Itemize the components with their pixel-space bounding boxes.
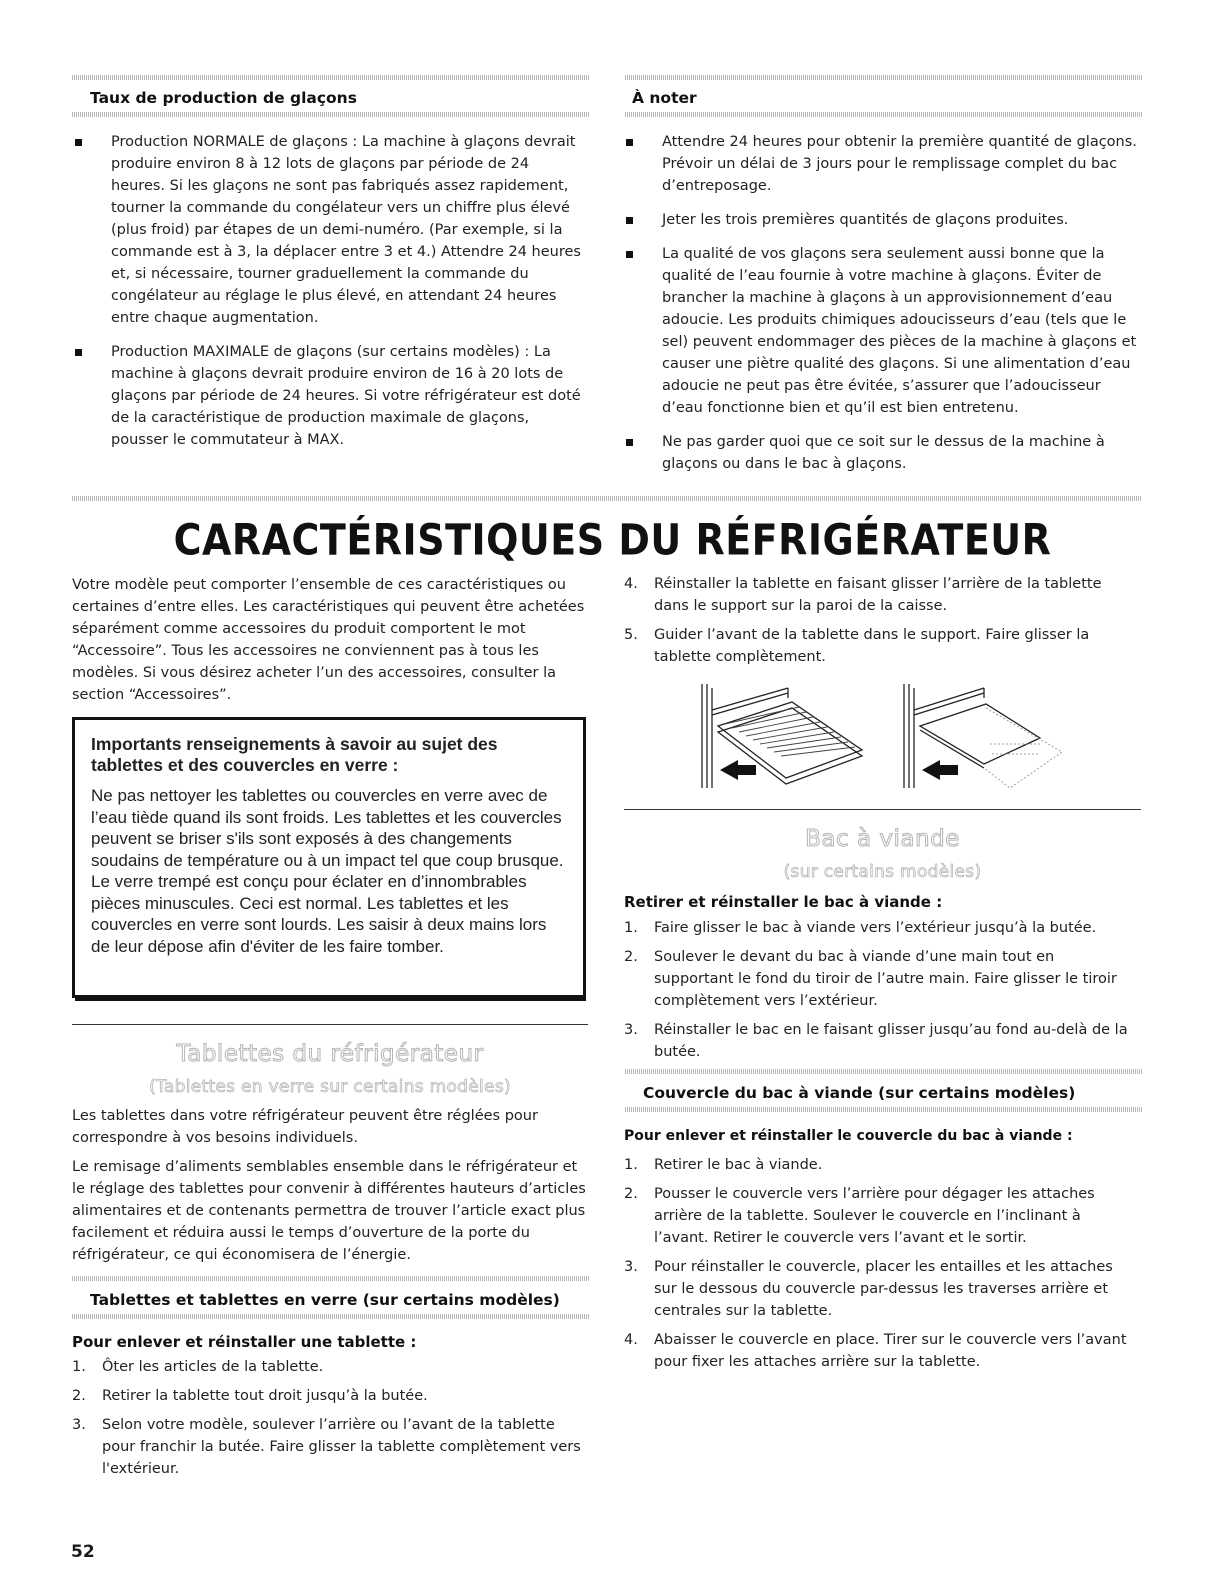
note-bullets: [624, 131, 1139, 487]
meat-cover-steps: [624, 1154, 1138, 1380]
list-item: Attendre 24 heures pour obtenir la première quantité de glaçons. Prévoir un délai de 3 jours pour le remplissage complet du bac d’entreposage.: [624, 131, 1139, 197]
list-item: [624, 1256, 1138, 1322]
meat-drawer-subtitle: (sur certains modèles): [783, 862, 982, 882]
list-item: [624, 573, 1138, 617]
list-item: [72, 1385, 588, 1407]
shelves-text-2: Le remisage d’aliments semblables ensemble dans le réfrigérateur et le réglage des tablettes pour convenir à différentes hauteurs d’articles alimentaires et de contenants permettra de trouver l’article exact plus facilement et réduira aussi le temps d’ouverture de la porte du réfrigérateur, ce qui économisera de l’énergie.: [72, 1159, 586, 1263]
page-title: CARACTÉRISTIQUES DU RÉFRIGÉRATEUR: [173, 515, 1052, 565]
heading-rule-bottom: [72, 112, 590, 117]
meat-cover-procedure-title: Pour enlever et réinstaller le couvercle du bac à viande :: [624, 1128, 1073, 1144]
page-number: 52: [71, 1542, 95, 1562]
step-number: 2.: [72, 1388, 86, 1404]
meat-drawer-title: Bac à viande: [805, 826, 960, 852]
shelves-subtitle: (Tablettes en verre sur certains modèles): [149, 1077, 511, 1097]
step-text: Selon votre modèle, soulever l’arrière ou l’avant de la tablette pour franchir la butée. Faire glisser la tablette complètement vers l'extérieur.: [102, 1417, 581, 1477]
meat-drawer-procedure-title: Retirer et réinstaller le bac à viande :: [624, 893, 943, 911]
heading-rule-top: [625, 75, 1142, 80]
list-item: Ne pas garder quoi que ce soit sur le dessus de la machine à glaçons ou dans le bac à glaçons.: [624, 431, 1139, 475]
section-heading-meat-cover: Couvercle du bac à viande (sur certains modèles): [643, 1084, 1076, 1102]
list-item: [624, 917, 1138, 939]
heading-rule-bottom: [625, 1107, 1142, 1112]
step-text: Pousser le couvercle vers l’arrière pour dégager les attaches arrière de la tablette. Soulever le couvercle en l’inclinant à l’avant. Retirer le couvercle vers l’avant et le sortir.: [654, 1186, 1095, 1246]
list-item: Production MAXIMALE de glaçons (sur certains modèles) : La machine à glaçons devrait produire environ de 16 à 20 lots de glaçons par période de 24 heures. Si votre réfrigérateur est doté de la caractéristique de production maximale de glaçons, pousser le commutateur à MAX.: [73, 341, 583, 451]
heading-rule-top: [625, 1069, 1142, 1074]
heading-rule-top: [72, 75, 590, 80]
step-text: Ôter les articles de la tablette.: [102, 1359, 324, 1375]
step-text: Abaisser le couvercle en place. Tirer sur le couvercle vers l’avant pour fixer les attaches arrière sur la tablette.: [654, 1332, 1127, 1370]
shelves-steps-continued: [624, 573, 1138, 675]
step-text: Pour réinstaller le couvercle, placer les entailles et les attaches sur le dessous du couvercle par-dessus les traverses arrière et centrales sur la tablette.: [654, 1259, 1113, 1319]
step-number: 1.: [624, 920, 638, 936]
step-text: Faire glisser le bac à viande vers l’extérieur jusqu’à la butée.: [654, 920, 1097, 936]
glass-shelf-illustration: [900, 684, 1072, 790]
section-heading-ice-rate: Taux de production de glaçons: [90, 89, 357, 107]
step-number: 3.: [72, 1417, 86, 1433]
step-text: Retirer la tablette tout droit jusqu’à la butée.: [102, 1388, 428, 1404]
meat-drawer-steps: [624, 917, 1138, 1070]
ice-rate-bullets: [73, 131, 583, 463]
section-heading-note: À noter: [632, 89, 697, 107]
heading-rule-bottom: [72, 1314, 590, 1319]
step-text: Réinstaller le bac en le faisant glisser jusqu’au fond au-delà de la butée.: [654, 1022, 1128, 1060]
wire-shelf-illustration: [698, 684, 874, 790]
list-item: La qualité de vos glaçons sera seulement aussi bonne que la qualité de l’eau fournie à votre machine à glaçons. Éviter de brancher la machine à glaçons à un approvisionnement d’eau adoucie. Les produits chimiques adoucisseurs d’eau (tels que le sel) peuvent endommager des pièces de la machine à glaçons et causer une piètre qualité des glaçons. Si une alimentation d’eau adoucie ne peut pas être évitée, s’assurer que l’adoucisseur d’eau fonctionne bien et qu’il est bien entretenu.: [624, 243, 1139, 419]
intro-text: Votre modèle peut comporter l’ensemble de ces caractéristiques ou certaines d’entre elles. Les caractéristiques qui peuvent être achetées séparément comme accessoires du produit comportent le mot “Accessoire”. Tous les accessoires ne conviennent pas à tous les modèles. Si vous désirez acheter l’un des accessoires, consulter la section “Accessoires”.: [72, 577, 585, 703]
step-text: Réinstaller la tablette en faisant glisser l’arrière de la tablette dans le support sur la paroi de la caisse.: [654, 576, 1102, 614]
step-number: 2.: [624, 1186, 638, 1202]
heading-rule-bottom: [625, 112, 1142, 117]
list-item: [624, 624, 1138, 668]
list-item: [624, 1019, 1138, 1063]
list-item: Jeter les trois premières quantités de glaçons produites.: [624, 209, 1139, 231]
list-item: [624, 1329, 1138, 1373]
step-number: 1.: [72, 1359, 86, 1375]
shelves-steps: [72, 1356, 588, 1487]
list-item: [624, 1154, 1138, 1176]
title-rule: [72, 496, 1142, 501]
list-item: [624, 946, 1138, 1012]
step-number: 4.: [624, 576, 638, 592]
shelves-title: Tablettes du réfrigérateur: [176, 1041, 484, 1067]
step-number: 3.: [624, 1259, 638, 1275]
step-number: 2.: [624, 949, 638, 965]
warning-title: Importants renseignements à savoir au sujet des tablettes et des couvercles en verre :: [91, 734, 498, 775]
list-item: [72, 1356, 588, 1378]
warning-body: Ne pas nettoyer les tablettes ou couvercles en verre avec de l’eau tiède quand ils sont froids. Les tablettes et les couvercles peuvent se briser s'ils sont exposés à des changements soudains de température ou à un impact tel que coup brusque. Le verre trempé est conçu pour éclater en d’innombrables pièces minuscules. Ceci est normal. Les tablettes et les couvercles en verre sont lourds. Les saisir à deux mains lors de leur dépose afin d'éviter de les faire tomber.: [91, 786, 564, 956]
warning-box: [72, 717, 586, 998]
step-number: 4.: [624, 1332, 638, 1348]
step-number: 3.: [624, 1022, 638, 1038]
list-item: [72, 1414, 588, 1480]
step-text: Soulever le devant du bac à viande d’une main tout en supportant le fond du tiroir de l’autre main. Faire glisser le tiroir complètement vers l’extérieur.: [654, 949, 1117, 1009]
divider: [624, 809, 1141, 810]
step-text: Guider l’avant de la tablette dans le support. Faire glisser la tablette complètement.: [654, 627, 1090, 665]
step-text: Retirer le bac à viande.: [654, 1157, 823, 1173]
heading-rule-top: [72, 1276, 590, 1281]
divider: [72, 1024, 588, 1025]
step-number: 5.: [624, 627, 638, 643]
section-heading-shelves: Tablettes et tablettes en verre (sur certains modèles): [90, 1291, 560, 1309]
list-item: [624, 1183, 1138, 1249]
list-item: Production NORMALE de glaçons : La machine à glaçons devrait produire environ 8 à 12 lots de glaçons par période de 24 heures. Si les glaçons ne sont pas fabriqués assez rapidement, tourner la commande du congélateur vers un chiffre plus élevé (plus froid) par étapes de un demi-numéro. (Par exemple, si la commande est à 3, la déplacer entre 3 et 4.) Attendre 24 heures et, si nécessaire, tourner graduellement la commande du congélateur au réglage le plus élevé, en attendant 24 heures entre chaque augmentation.: [73, 131, 583, 329]
step-number: 1.: [624, 1157, 638, 1173]
shelves-procedure-title: Pour enlever et réinstaller une tablette :: [72, 1333, 417, 1351]
shelves-text-1: Les tablettes dans votre réfrigérateur peuvent être réglées pour correspondre à vos besoins individuels.: [72, 1108, 538, 1146]
